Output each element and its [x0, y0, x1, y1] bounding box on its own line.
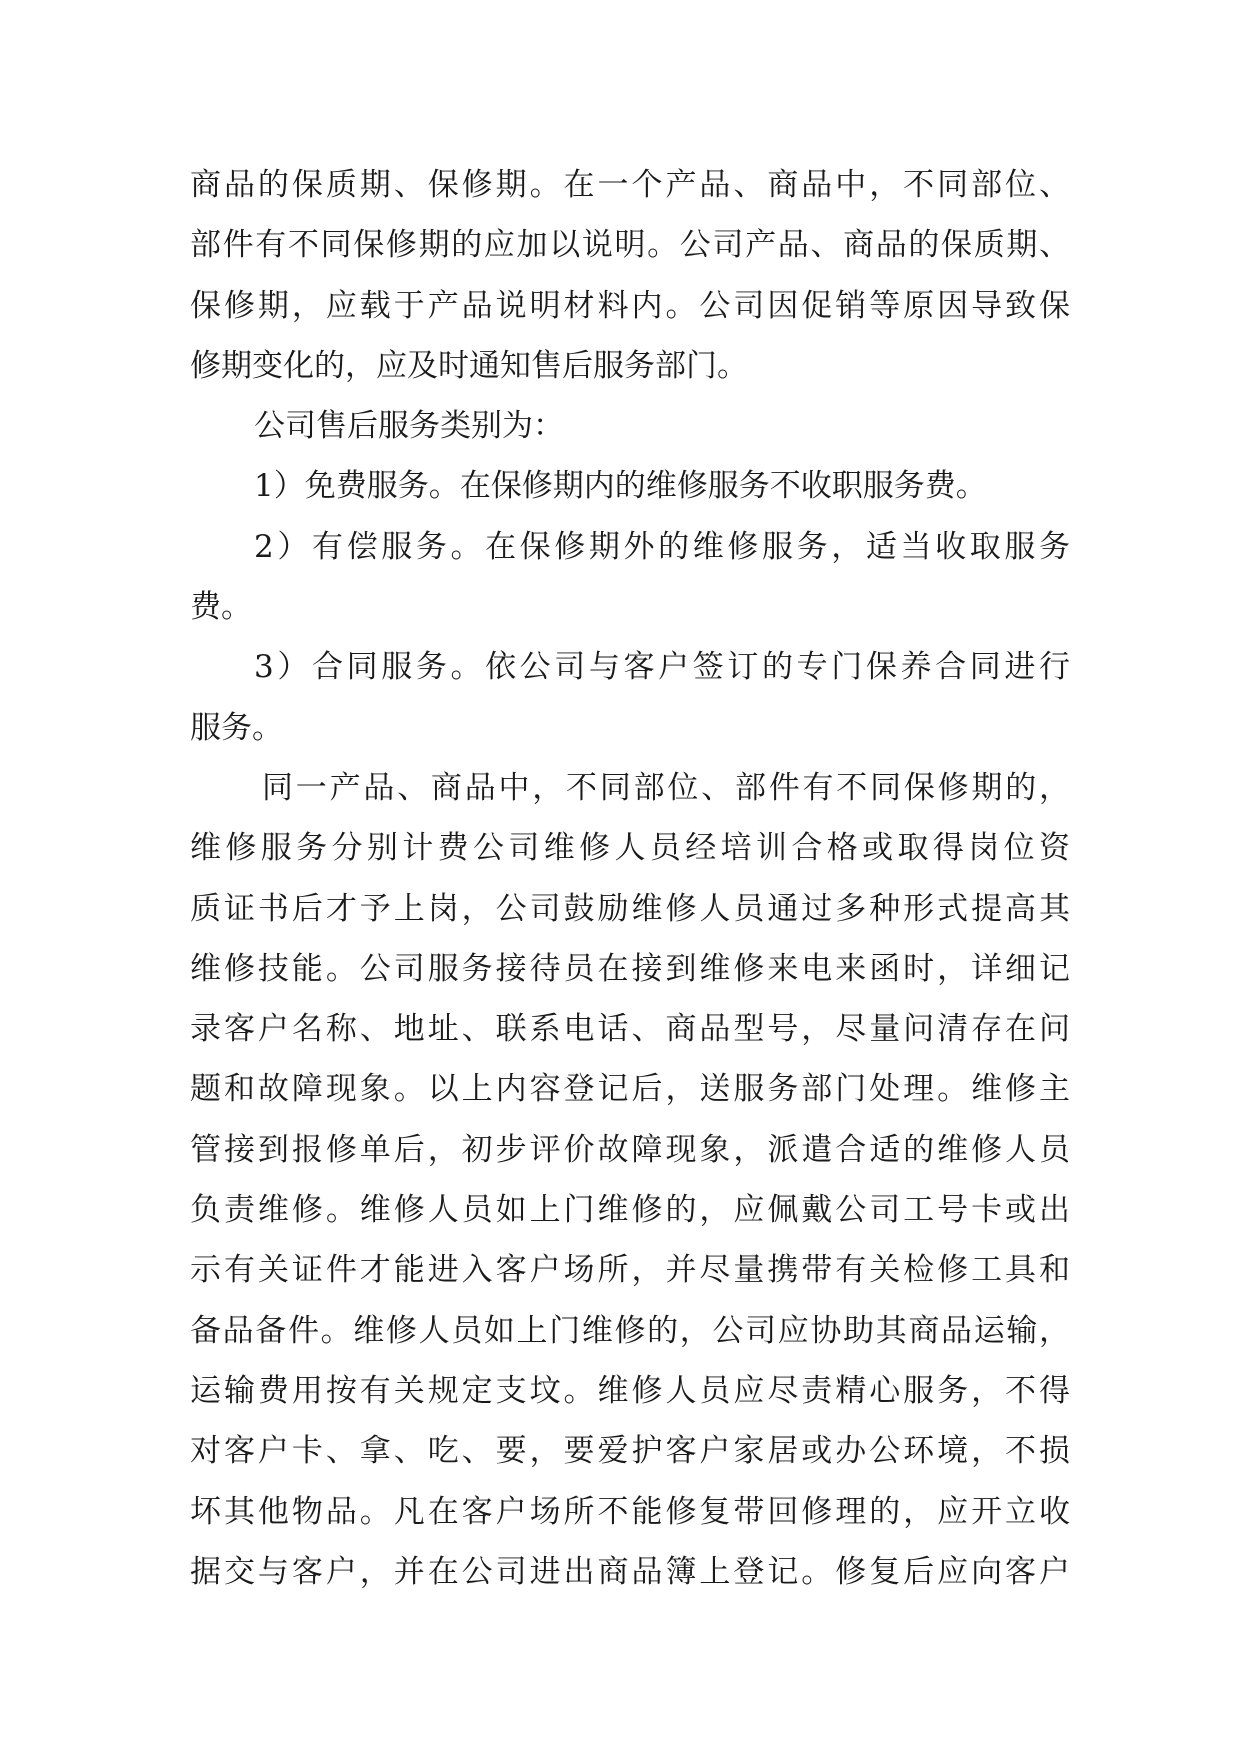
text-line: 录客户名称、地址、联系电话、商品型号，尽量问清存在问: [190, 1011, 1070, 1048]
text-line: 质证书后才予上岗，公司鼓励维修人员通过多种形式提高其: [190, 890, 1070, 927]
text-line: 运输费用按有关规定支坟。维修人员应尽责精心服务，不得: [190, 1372, 1070, 1409]
text-line: 负责维修。维修人员如上门维修的，应佩戴公司工号卡或出: [190, 1192, 1070, 1229]
text-line: 示有关证件才能进入客户场所，并尽量携带有关检修工具和: [190, 1252, 1070, 1289]
paragraph-first-line: 同一产品、商品中，不同部位、部件有不同保修期的，: [262, 769, 1070, 806]
text-line: 题和故障现象。以上内容登记后，送服务部门处理。维修主: [190, 1071, 1070, 1108]
text-line: 服务。: [190, 709, 283, 746]
list-item: 2）有偿服务。在保修期外的维修服务，适当收取服务: [254, 528, 1070, 565]
document-body: [190, 155, 1070, 1602]
text-line: 坏其他物品。凡在客户场所不能修复带回修理的，应开立收: [190, 1493, 1070, 1530]
text-line: 商品的保质期、保修期。在一个产品、商品中，不同部位、: [190, 167, 1070, 203]
text-line: 部件有不同保修期的应加以说明。公司产品、商品的保质期、: [190, 227, 1070, 264]
text-line: 维修服务分别计费公司维修人员经培训合格或取得岗位资: [190, 830, 1070, 867]
section-heading: 公司售后服务类别为：: [254, 408, 564, 445]
text-line: 对客户卡、拿、吃、要，要爱护客户家居或办公环境，不损: [190, 1433, 1070, 1470]
text-line: 备品备件。维修人员如上门维修的，公司应协助其商品运输，: [190, 1312, 1070, 1349]
text-line: 管接到报修单后，初步评价故障现象，派遣合适的维修人员: [190, 1131, 1070, 1168]
list-item: 3）合同服务。依公司与客户签订的专门保养合同进行: [254, 649, 1070, 686]
text-line: 费。: [190, 589, 252, 626]
list-item: 1）免费服务。在保修期内的维修服务不收职服务费。: [254, 468, 987, 505]
text-line: 修期变化的，应及时通知售后服务部门。: [190, 347, 748, 384]
text-line: 据交与客户，并在公司进出商品簿上登记。修复后应向客户: [190, 1553, 1070, 1590]
text-line: 保修期，应载于产品说明材料内。公司因促销等原因导致保: [190, 287, 1070, 324]
text-line: 维修技能。公司服务接待员在接到维修来电来函时，详细记: [190, 950, 1070, 987]
